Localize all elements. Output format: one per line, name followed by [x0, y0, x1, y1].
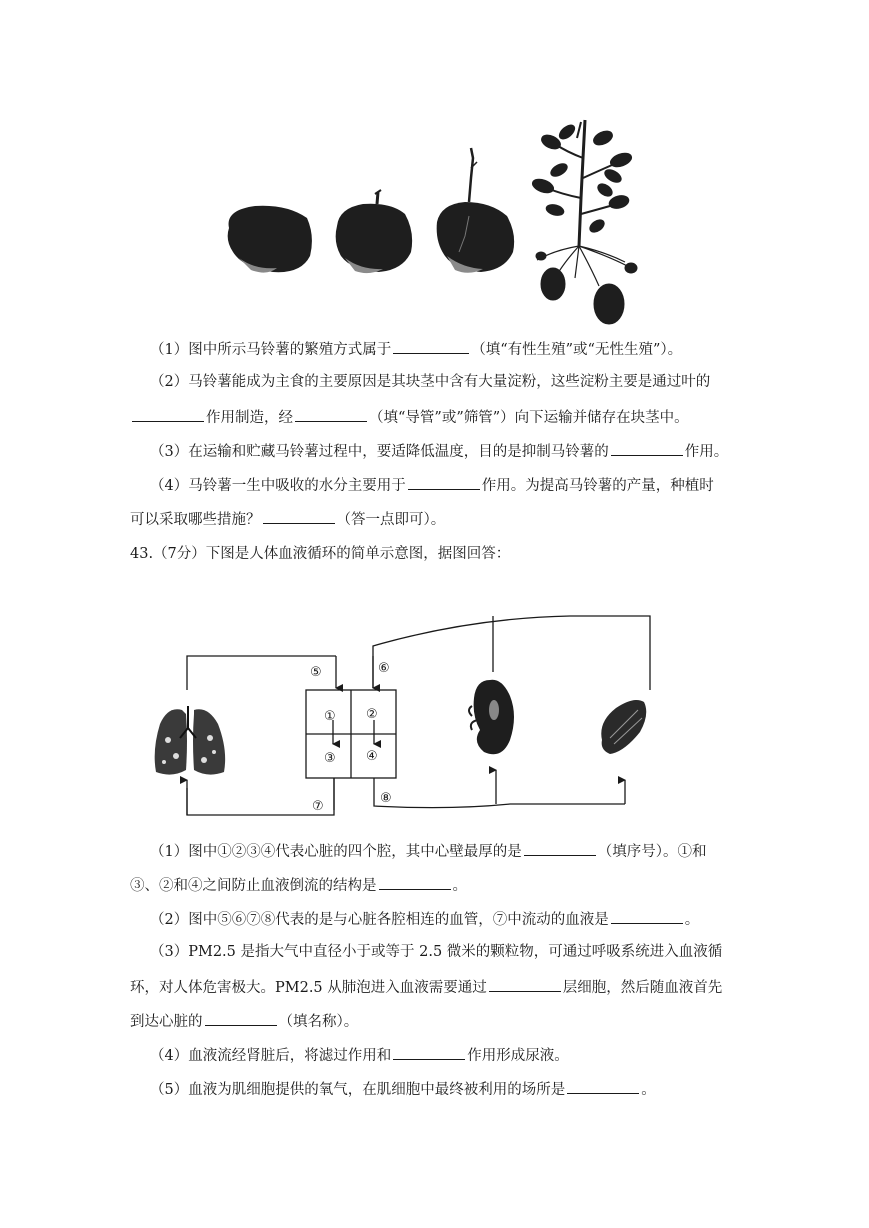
q43-part5: （5）血液为肌细胞提供的氧气，在肌细胞中最终被利用的场所是 。 [150, 1078, 656, 1100]
answer-blank[interactable] [295, 406, 367, 422]
answer-blank[interactable] [611, 908, 683, 924]
answer-blank[interactable] [524, 840, 596, 856]
label-chamber-4: ④ [366, 749, 378, 764]
answer-blank[interactable] [408, 474, 480, 490]
muscle-icon [601, 700, 646, 754]
label-vessel-5: ⑤ [310, 665, 322, 680]
lungs-icon [155, 706, 225, 775]
answer-blank[interactable] [611, 440, 683, 456]
label-chamber-3: ③ [324, 751, 336, 766]
potato-plant [531, 120, 637, 324]
answer-blank[interactable] [379, 874, 451, 890]
answer-blank[interactable] [205, 1010, 277, 1026]
blood-circulation-diagram [150, 610, 670, 835]
answer-blank[interactable] [567, 1078, 639, 1094]
q43-intro: 43.（7分）下图是人体血液循环的简单示意图，据图回答： [130, 546, 511, 562]
q42-part4-line2: 可以采取哪些措施？ （答一点即可）。 [130, 508, 445, 530]
potato-stage-2 [336, 190, 412, 273]
answer-blank[interactable] [393, 1044, 465, 1060]
potato-growth-figure [215, 118, 650, 333]
q43-part3-line2: 环，对人体危害极大。PM2.5 从肺泡进入血液需要通过 层细胞，然后随血液首先 [130, 976, 722, 998]
q42-part1: （1）图中所示马铃薯的繁殖方式属于 （填“有性生殖”或“无性生殖”）。 [150, 338, 682, 360]
q43-part3-line3: 到达心脏的 （填名称）。 [130, 1010, 358, 1032]
q43-part4: （4）血液流经肾脏后，将滤过作用和 作用形成尿液。 [150, 1044, 569, 1066]
answer-blank[interactable] [263, 508, 335, 524]
kidney-icon [469, 680, 514, 754]
q42-part2-line2: 作用制造，经 （填“导管”或”筛管”）向下运输并储存在块茎中。 [130, 406, 689, 428]
q43-part1-line1: （1）图中①②③④代表心脏的四个腔，其中心壁最厚的是 （填序号）。①和 [150, 840, 706, 862]
potato-stage-1 [228, 206, 312, 273]
q43-part1-line2: ③、②和④之间防止血液倒流的结构是 。 [130, 874, 467, 896]
label-vessel-7: ⑦ [312, 799, 324, 814]
answer-blank[interactable] [393, 338, 469, 354]
label-chamber-1: ① [324, 709, 336, 724]
q42-part3: （3）在运输和贮藏马铃薯过程中，要适降低温度，目的是抑制马铃薯的 作用。 [150, 440, 728, 462]
label-vessel-6: ⑥ [378, 661, 390, 676]
label-vessel-8: ⑧ [380, 791, 392, 806]
label-chamber-2: ② [366, 707, 378, 722]
potato-stage-3 [437, 148, 514, 273]
q42-part2-line1: （2）马铃薯能成为主食的主要原因是其块茎中含有大量淀粉，这些淀粉主要是通过叶的 [150, 374, 711, 390]
q43-part2: （2）图中⑤⑥⑦⑧代表的是与心脏各腔相连的血管，⑦中流动的血液是 。 [150, 908, 699, 930]
answer-blank[interactable] [489, 976, 561, 992]
q42-part4-line1: （4）马铃薯一生中吸收的水分主要用于 作用。为提高马铃薯的产量，种植时 [150, 474, 714, 496]
answer-blank[interactable] [132, 406, 204, 422]
q43-part3-line1: （3）PM2.5 是指大气中直径小于或等于 2.5 微米的颗粒物，可通过呼吸系统进入血液循 [150, 944, 723, 960]
